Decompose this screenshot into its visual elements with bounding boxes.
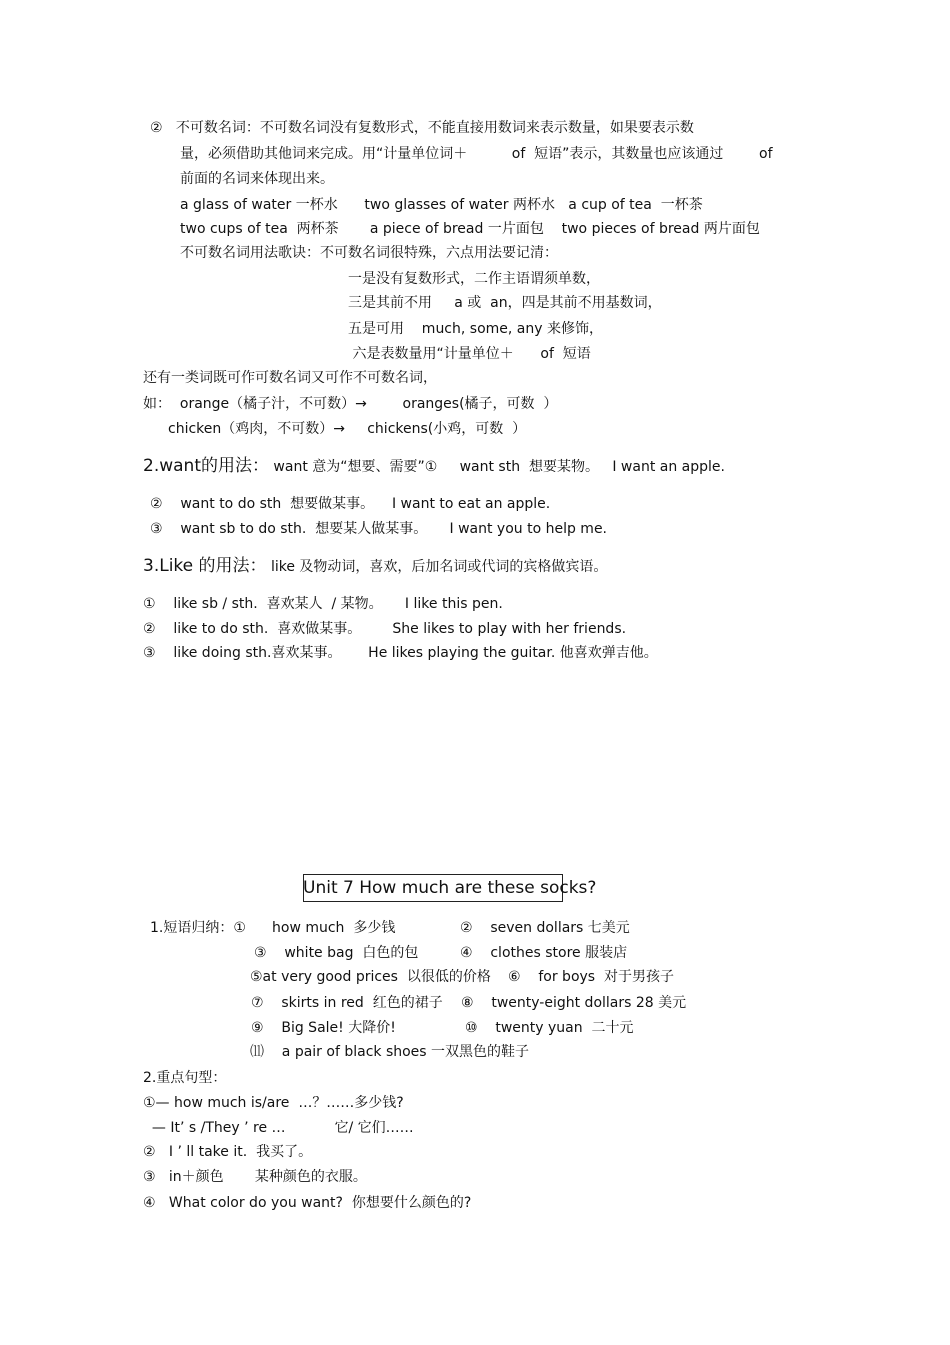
noun-line-3: 前面的名词来体现出来。: [180, 171, 334, 187]
want-item: ② want to do sth 想要做某事。 I want to eat an apple.: [150, 496, 551, 512]
rhyme-line: 五是可用 much, some, any 来修饰，: [348, 321, 603, 337]
rhyme-line: 三是其前不用 a 或 an，四是其前不用基数词，: [348, 295, 662, 311]
sentence-item: ④ What color do you want? 你想要什么颜色的?: [143, 1195, 472, 1211]
like-item: ① like sb / sth. 喜欢某人 / 某物。 I like this pen.: [143, 596, 503, 612]
sentence-item: — It’ s /They ’ re … 它/ 它们……: [143, 1120, 414, 1136]
phrase-item: ⑤at very good prices 以很低的价格: [250, 969, 491, 985]
both-nouns-example-1: 如： orange（橘子汁，不可数）→ oranges(橘子，可数 ）: [143, 396, 558, 412]
phrase-item: ④ clothes store 服装店: [460, 945, 628, 961]
phrase-item: ⑩ twenty yuan 二十元: [465, 1020, 634, 1036]
phrases-heading: 1.短语归纳：①: [150, 920, 246, 936]
phrase-item: ② seven dollars 七美元: [460, 920, 630, 936]
like-heading: [143, 555, 607, 578]
phrase-item: ⑥ for boys 对于男孩子: [508, 969, 674, 985]
like-item: ② like to do sth. 喜欢做某事。 She likes to play with her friends.: [143, 621, 627, 637]
noun-line-2: 量，必须借助其他词来完成。用“计量单位词＋ of 短语”表示，其数量也应该通过 of: [180, 146, 773, 162]
want-item: ③ want sb to do sth. 想要某人做某事。 I want you to help me.: [150, 521, 608, 537]
rhyme-intro: 不可数名词用法歌诀：不可数名词很特殊，六点用法要记清：: [180, 245, 558, 261]
phrase-item: how much 多少钱: [272, 920, 396, 936]
sentence-item: ② I ’ ll take it. 我买了。: [143, 1144, 313, 1160]
phrase-item: ③ white bag 白色的包: [254, 945, 419, 961]
rhyme-line: 一是没有复数形式，二作主语谓须单数，: [348, 271, 600, 287]
phrase-item: ⑾ a pair of black shoes 一双黑色的鞋子: [250, 1044, 530, 1060]
rhyme-line: 六是表数量用“计量单位＋ of 短语: [348, 346, 591, 362]
like-heading-title: 3.Like 的用法：: [143, 556, 267, 576]
noun-examples-2: two cups of tea 两杯茶 a piece of bread 一片面包 two pieces of bread 两片面包: [180, 221, 760, 237]
both-nouns-example-2: chicken（鸡肉，不可数）→ chickens(小鸡，可数 ）: [168, 421, 527, 437]
want-heading-title: 2.want的用法：: [143, 456, 269, 476]
both-nouns-intro: 还有一类词既可作可数名词又可作不可数名词，: [143, 370, 437, 386]
want-heading: [143, 455, 725, 478]
phrase-item: ⑨ Big Sale! 大降价!: [251, 1020, 396, 1036]
noun-line-1: ② 不可数名词：不可数名词没有复数形式，不能直接用数词来表示数量，如果要表示数: [150, 120, 694, 136]
sentence-item: ③ in＋颜色 某种颜色的衣服。: [143, 1169, 367, 1185]
noun-examples-1: a glass of water 一杯水 two glasses of water 两杯水 a cup of tea 一杯茶: [180, 197, 703, 213]
like-item: ③ like doing sth.喜欢某事。 He likes playing the guitar. 他喜欢弹吉他。: [143, 645, 658, 661]
like-heading-text: like 及物动词，喜欢，后加名词或代词的宾格做宾语。: [266, 559, 608, 575]
sentences-heading: 2.重点句型：: [143, 1070, 227, 1086]
phrase-item: ⑦ skirts in red 红色的裙子: [251, 995, 443, 1011]
sentence-item: ①— how much is/are …？……多少钱?: [143, 1095, 404, 1111]
want-heading-text: want 意为“想要、需要”① want sth 想要某物。 I want an apple.: [268, 459, 725, 475]
phrase-item: ⑧ twenty-eight dollars 28 美元: [461, 995, 687, 1011]
unit-title: Unit 7 How much are these socks?: [303, 878, 597, 898]
